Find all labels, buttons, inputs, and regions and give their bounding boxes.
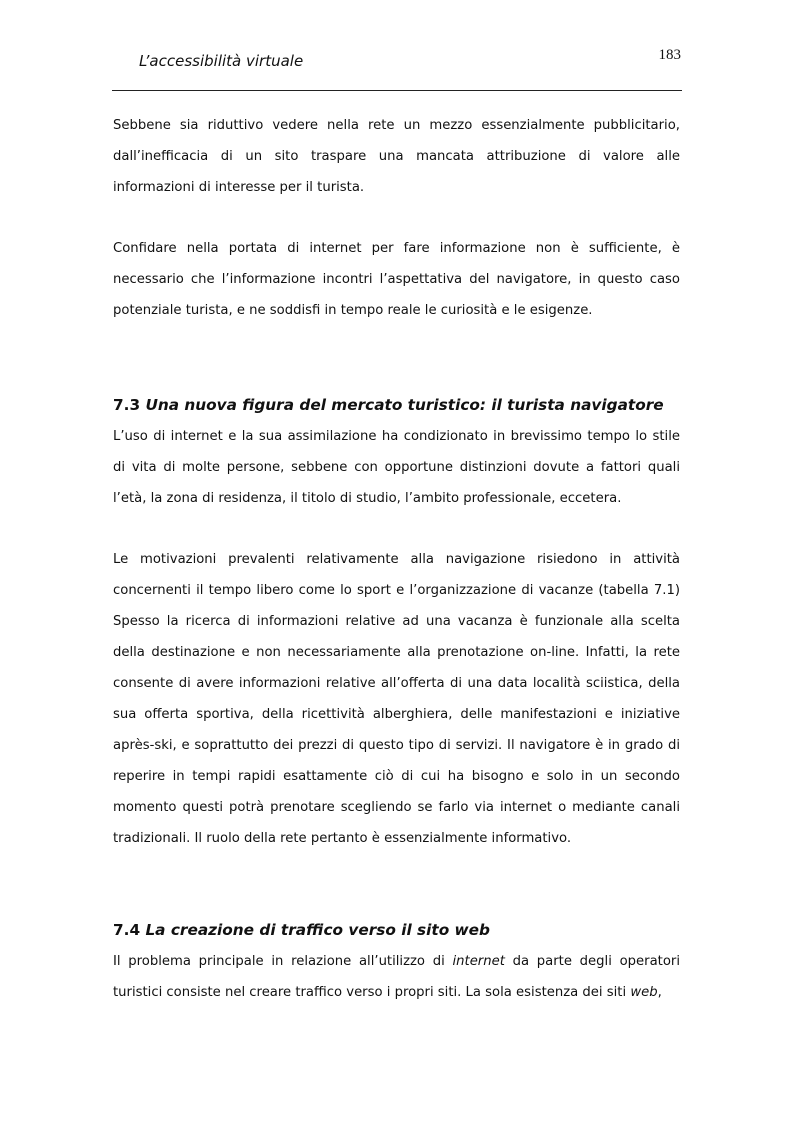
paragraph-7-3-1: L’uso di internet e la sua assimilazione ha condizionato in brevissimo tempo lo stile di vita di molte persone, sebbene con opportune distinzioni dovute a fattori quali l’età, la zona di residenza, il titolo di studio, l’ambito professionale, eccetera. (113, 429, 680, 506)
emphasis-internet: internet (452, 954, 505, 969)
text-run: da parte degli operatori turistici consiste nel creare traffico verso i propri siti. La sola esistenza dei siti (113, 954, 680, 1000)
paragraph-7-4-1 (113, 946, 680, 1008)
section-title: Una nuova figura del mercato turistico: il turista navigatore (145, 396, 664, 414)
section-number: 7.3 (113, 396, 141, 414)
text-run: , (657, 985, 662, 1000)
emphasis-web: web (630, 985, 658, 1000)
text-run: Il problema principale in relazione all’utilizzo di (113, 954, 453, 969)
paragraph-7-3-2: Le motivazioni prevalenti relativamente alla navigazione risiedono in attività concernenti il tempo libero come lo sport e l’organizzazione di vacanze (tabella 7.1) Spesso la ricerca di informazioni relative ad una vacanza è funzionale alla scelta della destinazione e non necessariamente alla prenotazione on-line. Infatti, la rete consente di avere informazioni relative all’offerta di una data località sciistica, della sua offerta sportiva, della ricettività alberghiera, delle manifestazioni e iniziative après-ski, e soprattutto dei prezzi di questo tipo di servizi. Il navigatore è in grado di reperire in tempi rapidi esattamente ciò di cui ha bisogno e solo in un secondo momento questi potrà prenotare scegliendo se farlo via internet o mediante canali tradizionali. Il ruolo della rete pertanto è essenzialmente informativo. (113, 552, 680, 846)
section-heading-7-3 (113, 394, 680, 416)
section-number: 7.4 (113, 921, 141, 939)
page-number: 183 (658, 47, 681, 63)
paragraph-intro-1: Sebbene sia riduttivo vedere nella rete un mezzo essenzialmente pubblicitario, dall’inefficacia di un sito traspare una mancata attribuzione di valore alle informazioni di interesse per il turista. (113, 118, 680, 195)
section-heading-7-4 (113, 919, 680, 941)
paragraph-intro-2: Confidare nella portata di internet per fare informazione non è sufficiente, è necessario che l’informazione incontri l’aspettativa del navigatore, in questo caso potenziale turista, e ne soddisfi in tempo reale le curiosità e le esigenze. (113, 241, 680, 318)
running-title: L’accessibilità virtuale (139, 52, 304, 70)
header-rule (112, 90, 682, 91)
section-title: La creazione di traffico verso il sito web (145, 921, 490, 939)
